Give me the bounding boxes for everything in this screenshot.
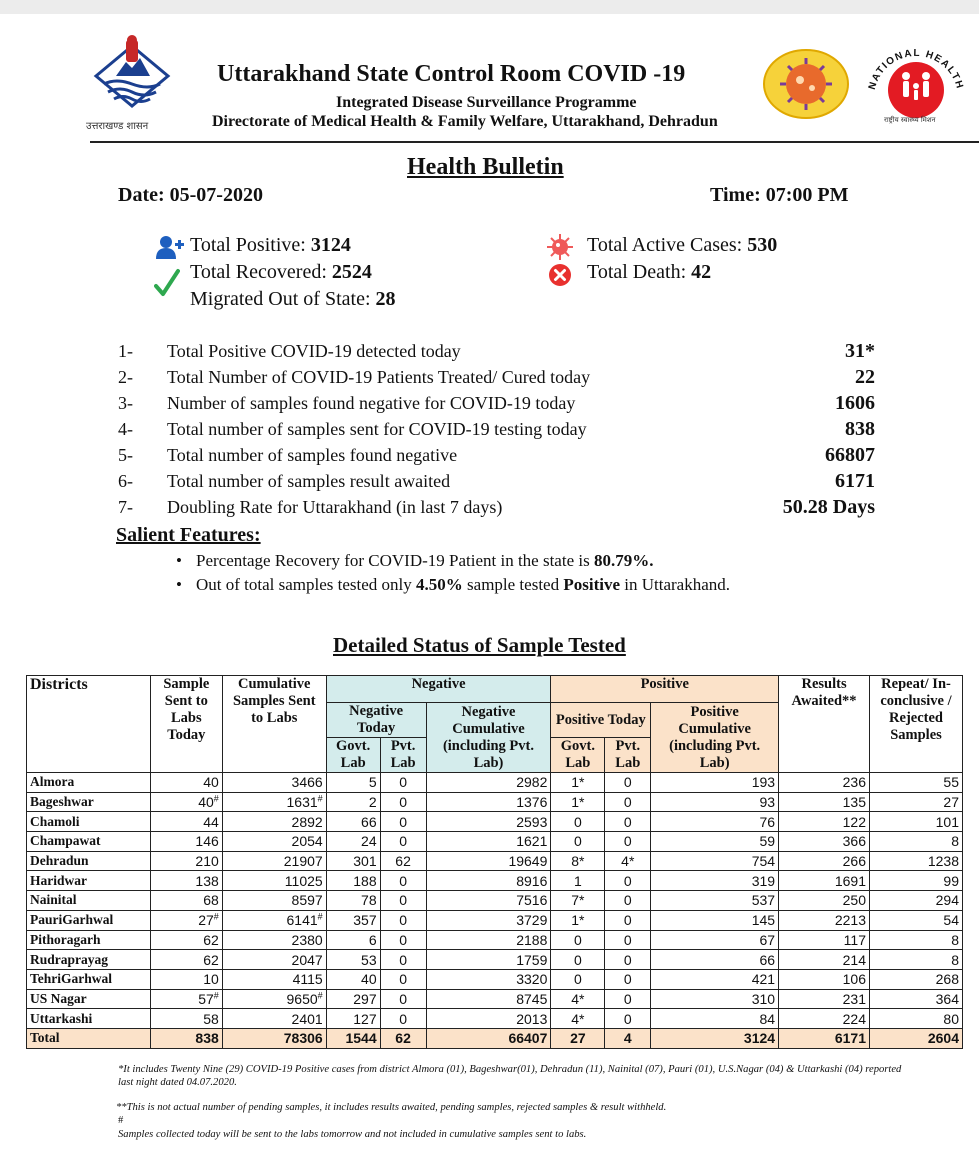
government-label: उत्तराखण्ड शासन bbox=[86, 121, 149, 132]
cell-np: 62 bbox=[380, 1028, 426, 1048]
cell-pp: 0 bbox=[605, 891, 651, 911]
cell-d: Bageshwar bbox=[27, 792, 151, 812]
cell-nc: 1376 bbox=[426, 792, 551, 812]
item-value-3: 1606 bbox=[835, 392, 875, 414]
header-districts: Districts bbox=[27, 676, 151, 773]
cell-c: 2380 bbox=[222, 930, 326, 950]
item-text: Total number of samples result awaited bbox=[167, 471, 451, 491]
cell-ng: 5 bbox=[326, 773, 380, 793]
cell-c: 2892 bbox=[222, 812, 326, 832]
cell-s: 138 bbox=[150, 871, 222, 891]
cell-nc: 8916 bbox=[426, 871, 551, 891]
cell-ng: 301 bbox=[326, 851, 380, 871]
migrated-out-label: Migrated Out of State: bbox=[190, 288, 376, 310]
cell-s: 44 bbox=[150, 812, 222, 832]
table-row bbox=[27, 989, 963, 1009]
cell-d: Rudraprayag bbox=[27, 950, 151, 970]
add-user-icon bbox=[156, 234, 184, 260]
item-text: Total number of samples sent for COVID-19 testing today bbox=[167, 419, 587, 439]
cell-pg: 1 bbox=[551, 871, 605, 891]
cell-np: 0 bbox=[380, 792, 426, 812]
cell-np: 0 bbox=[380, 871, 426, 891]
item-value-1: 31* bbox=[845, 340, 875, 362]
cell-nc: 3320 bbox=[426, 969, 551, 989]
cell-r: 2213 bbox=[779, 910, 870, 930]
cell-np: 0 bbox=[380, 1009, 426, 1029]
cell-rp: 8 bbox=[870, 832, 963, 852]
cell-ng: 24 bbox=[326, 832, 380, 852]
cell-s: 146 bbox=[150, 832, 222, 852]
cell-s: 62 bbox=[150, 930, 222, 950]
cell-pp: 0 bbox=[605, 1009, 651, 1029]
nhm-hindi-label: राष्ट्रीय स्वास्थ्य मिशन bbox=[884, 116, 936, 124]
cell-pc: 66 bbox=[651, 950, 779, 970]
header-negative-cumulative: Negative Cumulative (including Pvt. Lab) bbox=[426, 703, 551, 773]
cell-pg: 0 bbox=[551, 812, 605, 832]
table-row bbox=[27, 812, 963, 832]
cell-pp: 0 bbox=[605, 910, 651, 930]
cell-pc: 93 bbox=[651, 792, 779, 812]
cell-d: Dehradun bbox=[27, 851, 151, 871]
cell-s: 10 bbox=[150, 969, 222, 989]
table-title: Detailed Status of Sample Tested bbox=[333, 633, 626, 657]
cell-pc: 59 bbox=[651, 832, 779, 852]
table-row bbox=[27, 851, 963, 871]
cell-r: 214 bbox=[779, 950, 870, 970]
cell-nc: 19649 bbox=[426, 851, 551, 871]
cell-s: 40 bbox=[150, 773, 222, 793]
hash-mark: # bbox=[213, 911, 219, 922]
total-death-value: 42 bbox=[691, 261, 712, 283]
cell-pp: 0 bbox=[605, 969, 651, 989]
cell-pc: 310 bbox=[651, 989, 779, 1009]
header-positive: Positive bbox=[551, 676, 779, 703]
cell-rp: 55 bbox=[870, 773, 963, 793]
header-pos-govt-lab: Govt. Lab bbox=[551, 738, 605, 773]
cell-pc: 537 bbox=[651, 891, 779, 911]
cell-nc: 2013 bbox=[426, 1009, 551, 1029]
cell-d: TehriGarhwal bbox=[27, 969, 151, 989]
cell-pc: 84 bbox=[651, 1009, 779, 1029]
nhm-logo-icon bbox=[862, 36, 970, 126]
hash-mark: # bbox=[213, 793, 219, 804]
cell-rp: 268 bbox=[870, 969, 963, 989]
cell-ng: 40 bbox=[326, 969, 380, 989]
hash-mark: # bbox=[317, 793, 323, 804]
cell-rp: 364 bbox=[870, 989, 963, 1009]
total-recovered-label: Total Recovered: bbox=[190, 261, 332, 283]
cell-d: Pithoragarh bbox=[27, 930, 151, 950]
cell-rp: 99 bbox=[870, 871, 963, 891]
cell-ng: 53 bbox=[326, 950, 380, 970]
cell-pg: 27 bbox=[551, 1028, 605, 1048]
cell-ng: 78 bbox=[326, 891, 380, 911]
cell-r: 266 bbox=[779, 851, 870, 871]
header-divider bbox=[90, 141, 979, 143]
cell-nc: 66407 bbox=[426, 1028, 551, 1048]
cell-pc: 76 bbox=[651, 812, 779, 832]
cell-c: 2054 bbox=[222, 832, 326, 852]
bullet-dot: • bbox=[176, 551, 182, 570]
cell-pg: 0 bbox=[551, 950, 605, 970]
header-repeat: Repeat/ In-conclusive / Rejected Samples bbox=[870, 676, 963, 773]
nhm-arc-text: NATIONAL HEALTH bbox=[866, 47, 966, 91]
cell-pp: 0 bbox=[605, 871, 651, 891]
cell-pc: 193 bbox=[651, 773, 779, 793]
item-value-7: 50.28 Days bbox=[782, 496, 875, 518]
cell-c: 1631# bbox=[222, 792, 326, 812]
cell-pc: 67 bbox=[651, 930, 779, 950]
cell-pp: 0 bbox=[605, 773, 651, 793]
cell-s: 58 bbox=[150, 1009, 222, 1029]
item-text: Total number of samples found negative bbox=[167, 445, 458, 465]
header-neg-govt-lab: Govt. Lab bbox=[326, 738, 380, 773]
bullet-text: Out of total samples tested only 4.50% sample tested Positive in Uttarakhand. bbox=[196, 575, 730, 594]
cell-pg: 1* bbox=[551, 910, 605, 930]
top-bar bbox=[0, 0, 979, 14]
table-row bbox=[27, 871, 963, 891]
cell-s: 27# bbox=[150, 910, 222, 930]
covid-virus-logo-icon bbox=[760, 48, 852, 120]
cell-np: 0 bbox=[380, 891, 426, 911]
total-positive-value: 3124 bbox=[310, 234, 351, 256]
cell-d: Nainital bbox=[27, 891, 151, 911]
total-recovered-value: 2524 bbox=[331, 261, 372, 283]
cell-d: Haridwar bbox=[27, 871, 151, 891]
cell-c: 2047 bbox=[222, 950, 326, 970]
cell-c: 78306 bbox=[222, 1028, 326, 1048]
cell-nc: 2188 bbox=[426, 930, 551, 950]
cell-ng: 2 bbox=[326, 792, 380, 812]
cell-s: 40# bbox=[150, 792, 222, 812]
cell-d: Chamoli bbox=[27, 812, 151, 832]
footnote-3: Samples collected today will be sent to the labs tomorrow and not included in cumulative samples sent to labs. bbox=[118, 1129, 587, 1140]
cell-np: 0 bbox=[380, 773, 426, 793]
cell-pp: 0 bbox=[605, 812, 651, 832]
migrated-out-value: 28 bbox=[375, 288, 396, 310]
table-row bbox=[27, 832, 963, 852]
cell-c: 9650# bbox=[222, 989, 326, 1009]
cell-pg: 1* bbox=[551, 773, 605, 793]
cell-d: Total bbox=[27, 1028, 151, 1048]
cell-pp: 0 bbox=[605, 832, 651, 852]
cell-nc: 8745 bbox=[426, 989, 551, 1009]
uttarakhand-emblem-icon bbox=[86, 32, 178, 116]
cell-c: 2401 bbox=[222, 1009, 326, 1029]
item-number: 7- bbox=[118, 497, 133, 517]
cell-s: 838 bbox=[150, 1028, 222, 1048]
cell-r: 117 bbox=[779, 930, 870, 950]
table-total-row bbox=[27, 1028, 963, 1048]
cell-nc: 2593 bbox=[426, 812, 551, 832]
cell-ng: 297 bbox=[326, 989, 380, 1009]
cell-np: 0 bbox=[380, 989, 426, 1009]
item-text: Number of samples found negative for COVID-19 today bbox=[167, 393, 576, 413]
numbered-item-1 bbox=[118, 341, 461, 362]
cell-d: Champawat bbox=[27, 832, 151, 852]
cell-pc: 754 bbox=[651, 851, 779, 871]
cell-s: 68 bbox=[150, 891, 222, 911]
item-number: 4- bbox=[118, 419, 133, 439]
footnote-1: *It includes Twenty Nine (29) COVID-19 Positive cases from district Almora (01), Bageshwar(01), Dehradun (11), Nainital (07), Pauri (01), U.S.Nagar (04) & Uttarkashi (04) reported last night dated 04.07.2020. bbox=[118, 1064, 902, 1088]
cell-pg: 1* bbox=[551, 792, 605, 812]
cell-ng: 127 bbox=[326, 1009, 380, 1029]
cell-pg: 4* bbox=[551, 989, 605, 1009]
cell-ng: 188 bbox=[326, 871, 380, 891]
salient-title: Salient Features: bbox=[116, 524, 261, 546]
table-row bbox=[27, 792, 963, 812]
table-row bbox=[27, 969, 963, 989]
total-positive-label: Total Positive: bbox=[190, 234, 311, 256]
cell-rp: 80 bbox=[870, 1009, 963, 1029]
cell-s: 57# bbox=[150, 989, 222, 1009]
cell-pc: 145 bbox=[651, 910, 779, 930]
header-cumulative: Cumulative Samples Sent to Labs bbox=[222, 676, 326, 773]
cell-np: 62 bbox=[380, 851, 426, 871]
numbered-item-3 bbox=[118, 393, 576, 414]
sample-status-table bbox=[26, 675, 963, 1049]
total-death-label: Total Death: bbox=[587, 261, 692, 283]
cell-pg: 4* bbox=[551, 1009, 605, 1029]
programme-subtitle: Integrated Disease Surveillance Programme bbox=[336, 94, 637, 111]
total-positive bbox=[190, 234, 351, 257]
table-row bbox=[27, 773, 963, 793]
header-pos-pvt-lab: Pvt. Lab bbox=[605, 738, 651, 773]
cell-pp: 0 bbox=[605, 792, 651, 812]
numbered-item-5 bbox=[118, 445, 458, 466]
header-results-awaited: Results Awaited** bbox=[779, 676, 870, 773]
cell-r: 6171 bbox=[779, 1028, 870, 1048]
cell-pc: 3124 bbox=[651, 1028, 779, 1048]
cell-d: Uttarkashi bbox=[27, 1009, 151, 1029]
cell-pp: 0 bbox=[605, 930, 651, 950]
item-value-2: 22 bbox=[855, 366, 875, 388]
close-circle-icon bbox=[548, 263, 572, 287]
cell-rp: 54 bbox=[870, 910, 963, 930]
cell-c: 4115 bbox=[222, 969, 326, 989]
hash-mark: # bbox=[213, 990, 219, 1001]
cell-r: 135 bbox=[779, 792, 870, 812]
cell-np: 0 bbox=[380, 910, 426, 930]
bullet-text: Percentage Recovery for COVID-19 Patient in the state is 80.79%. bbox=[196, 551, 654, 570]
table-row bbox=[27, 891, 963, 911]
cell-pp: 4* bbox=[605, 851, 651, 871]
cell-s: 62 bbox=[150, 950, 222, 970]
numbered-item-4 bbox=[118, 419, 587, 440]
cell-np: 0 bbox=[380, 812, 426, 832]
cell-nc: 3729 bbox=[426, 910, 551, 930]
cell-pg: 0 bbox=[551, 930, 605, 950]
cell-r: 106 bbox=[779, 969, 870, 989]
numbered-item-2 bbox=[118, 367, 591, 388]
check-icon bbox=[154, 268, 180, 298]
cell-nc: 2982 bbox=[426, 773, 551, 793]
total-recovered bbox=[190, 261, 372, 284]
cell-nc: 1759 bbox=[426, 950, 551, 970]
cell-ng: 1544 bbox=[326, 1028, 380, 1048]
cell-c: 11025 bbox=[222, 871, 326, 891]
cell-c: 3466 bbox=[222, 773, 326, 793]
cell-r: 236 bbox=[779, 773, 870, 793]
item-value-6: 6171 bbox=[835, 470, 875, 492]
bullet-dot: • bbox=[176, 575, 182, 594]
header-sample-sent: Sample Sent to Labs Today bbox=[150, 676, 222, 773]
item-text: Doubling Rate for Uttarakhand (in last 7 days) bbox=[167, 497, 503, 517]
total-active-label: Total Active Cases: bbox=[587, 234, 748, 256]
cell-d: PauriGarhwal bbox=[27, 910, 151, 930]
item-number: 6- bbox=[118, 471, 133, 491]
item-number: 1- bbox=[118, 341, 133, 361]
header-positive-today: Positive Today bbox=[551, 703, 651, 738]
cell-pp: 0 bbox=[605, 950, 651, 970]
cell-r: 250 bbox=[779, 891, 870, 911]
table-row bbox=[27, 930, 963, 950]
total-active bbox=[587, 234, 777, 257]
cell-ng: 357 bbox=[326, 910, 380, 930]
cell-r: 1691 bbox=[779, 871, 870, 891]
directorate-subtitle: Directorate of Medical Health & Family Welfare, Uttarakhand, Dehradun bbox=[212, 113, 718, 130]
cell-c: 8597 bbox=[222, 891, 326, 911]
hash-mark: # bbox=[317, 990, 323, 1001]
table-row bbox=[27, 910, 963, 930]
cell-s: 210 bbox=[150, 851, 222, 871]
cell-rp: 8 bbox=[870, 950, 963, 970]
footnote-2: **This is not actual number of pending samples, it includes results awaited, pending samples, rejected samples & result withheld. bbox=[116, 1102, 667, 1113]
cell-rp: 27 bbox=[870, 792, 963, 812]
numbered-item-7 bbox=[118, 497, 503, 518]
bulletin-date: Date: 05-07-2020 bbox=[118, 184, 263, 206]
item-text: Total Positive COVID-19 detected today bbox=[167, 341, 461, 361]
cell-np: 0 bbox=[380, 832, 426, 852]
cell-rp: 2604 bbox=[870, 1028, 963, 1048]
cell-rp: 294 bbox=[870, 891, 963, 911]
cell-rp: 1238 bbox=[870, 851, 963, 871]
footnote-3-mark: # bbox=[118, 1115, 124, 1126]
cell-d: Almora bbox=[27, 773, 151, 793]
cell-pg: 0 bbox=[551, 832, 605, 852]
header-neg-pvt-lab: Pvt. Lab bbox=[380, 738, 426, 773]
cell-pp: 0 bbox=[605, 989, 651, 1009]
cell-c: 6141# bbox=[222, 910, 326, 930]
numbered-item-6 bbox=[118, 471, 451, 492]
cell-nc: 7516 bbox=[426, 891, 551, 911]
item-number: 5- bbox=[118, 445, 133, 465]
header-negative: Negative bbox=[326, 676, 551, 703]
item-text: Total Number of COVID-19 Patients Treated/ Cured today bbox=[167, 367, 591, 387]
cell-pp: 4 bbox=[605, 1028, 651, 1048]
item-number: 2- bbox=[118, 367, 133, 387]
total-death bbox=[587, 261, 711, 284]
cell-pc: 421 bbox=[651, 969, 779, 989]
cell-pc: 319 bbox=[651, 871, 779, 891]
cell-pg: 7* bbox=[551, 891, 605, 911]
cell-pg: 8* bbox=[551, 851, 605, 871]
cell-r: 122 bbox=[779, 812, 870, 832]
cell-rp: 101 bbox=[870, 812, 963, 832]
cell-r: 231 bbox=[779, 989, 870, 1009]
cell-r: 224 bbox=[779, 1009, 870, 1029]
item-value-5: 66807 bbox=[825, 444, 875, 466]
migrated-out bbox=[190, 288, 396, 311]
item-value-4: 838 bbox=[845, 418, 875, 440]
cell-np: 0 bbox=[380, 969, 426, 989]
header-positive-cumulative: Positive Cumulative (including Pvt. Lab) bbox=[651, 703, 779, 773]
cell-ng: 66 bbox=[326, 812, 380, 832]
header-negative-today: Negative Today bbox=[326, 703, 426, 738]
total-active-value: 530 bbox=[747, 234, 778, 256]
table-row bbox=[27, 950, 963, 970]
cell-r: 366 bbox=[779, 832, 870, 852]
bulletin-time: Time: 07:00 PM bbox=[710, 184, 849, 206]
cell-pg: 0 bbox=[551, 969, 605, 989]
cell-np: 0 bbox=[380, 950, 426, 970]
cell-c: 21907 bbox=[222, 851, 326, 871]
cell-nc: 1621 bbox=[426, 832, 551, 852]
virus-icon bbox=[546, 233, 574, 261]
bulletin-title: Health Bulletin bbox=[407, 154, 564, 180]
cell-np: 0 bbox=[380, 930, 426, 950]
cell-rp: 8 bbox=[870, 930, 963, 950]
page-title: Uttarakhand State Control Room COVID -19 bbox=[217, 61, 686, 87]
table-row bbox=[27, 1009, 963, 1029]
hash-mark: # bbox=[317, 911, 323, 922]
item-number: 3- bbox=[118, 393, 133, 413]
cell-ng: 6 bbox=[326, 930, 380, 950]
cell-d: US Nagar bbox=[27, 989, 151, 1009]
